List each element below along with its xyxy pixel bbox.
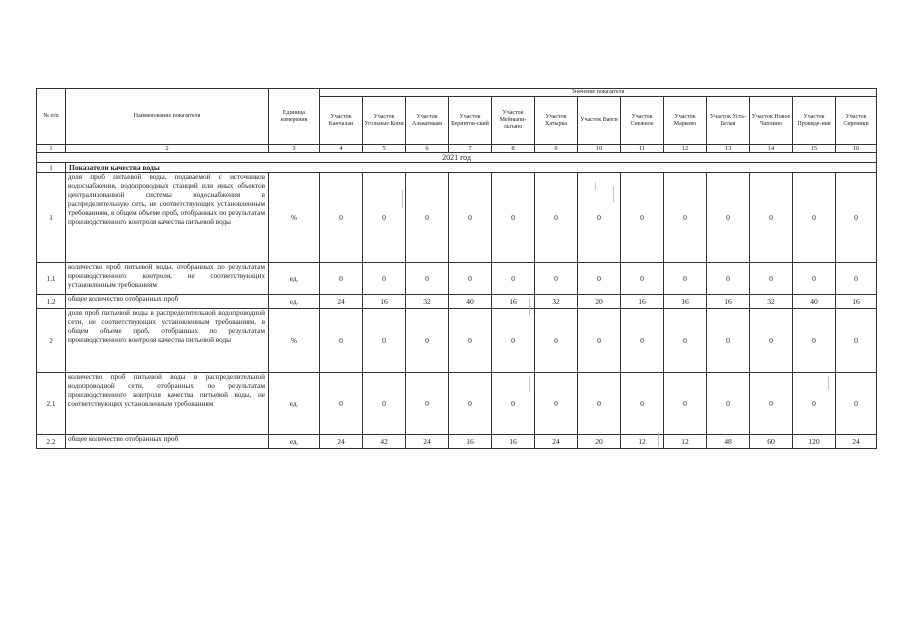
header-site: Участок Провиде-ния	[793, 97, 836, 145]
value-cell: 0	[406, 173, 449, 263]
column-numbers-row	[37, 145, 877, 153]
indicator-name: общее количество отобранных проб	[66, 435, 269, 449]
value-cell: 16	[449, 435, 492, 449]
header-values: Значение показателя	[320, 89, 877, 97]
value-cell: 16	[707, 295, 750, 309]
value-cell: 0	[320, 309, 363, 373]
value-cell: 0	[578, 309, 621, 373]
indicator-name: общее количество отобранных проб	[66, 295, 269, 309]
value-cell: 120	[793, 435, 836, 449]
indicator-name: доля проб питьевой воды, подаваемой с источников водоснабжения, водопроводных станций или иных объектов централизованной системы водоснабжения в распределительную сеть, не соответствующих установленным требованиям, в общем объеме проб, отобранных по результатам производственного контроля качества питьевой воды	[66, 173, 269, 263]
indicator-name: количество проб питьевой воды, отобранных по результатам производственного контроля, не соответствующих установленным требованиям	[66, 263, 269, 295]
value-cell: 0	[750, 263, 793, 295]
value-cell: 0	[793, 373, 836, 435]
value-cell: 0	[492, 309, 535, 373]
value-cell: 60	[750, 435, 793, 449]
column-number: 11	[621, 145, 664, 153]
indicator-name: количество проб питьевой воды в распределительной водопроводной сети, отобранных по результатам производственного контроля качества питьевой воды, не соответствующих установленным требованиям	[66, 373, 269, 435]
header-site: Участок Новое Чаплино	[750, 97, 793, 145]
value-cell: 0	[363, 309, 406, 373]
value-cell: 0	[449, 373, 492, 435]
value-cell: 0	[535, 309, 578, 373]
unit-cell: ед.	[269, 263, 320, 295]
row-number: 1.1	[37, 263, 66, 295]
value-cell: 40	[449, 295, 492, 309]
column-number: 3	[269, 145, 320, 153]
column-number: 10	[578, 145, 621, 153]
value-cell: 0	[750, 309, 793, 373]
value-cell: 0	[836, 373, 877, 435]
column-number: 16	[836, 145, 877, 153]
section-title: Показатели качества воды	[66, 163, 877, 173]
value-cell: 0	[363, 263, 406, 295]
row-number: 2	[37, 309, 66, 373]
value-cell: 0	[320, 173, 363, 263]
row-number: 1.2	[37, 295, 66, 309]
value-cell: 32	[406, 295, 449, 309]
header-site: Участок Мейныпи-льгыно	[492, 97, 535, 145]
header-site: Участок Берингов-ский	[449, 97, 492, 145]
header-no: № п/п	[37, 89, 66, 145]
scan-mark	[529, 376, 530, 392]
value-cell: 0	[535, 373, 578, 435]
value-cell: 16	[621, 295, 664, 309]
value-cell: 0	[707, 309, 750, 373]
value-cell: 0	[578, 263, 621, 295]
table-row	[37, 173, 877, 263]
unit-cell: ед.	[269, 295, 320, 309]
value-cell: 0	[492, 263, 535, 295]
column-number: 12	[664, 145, 707, 153]
header-site: Участок Марково	[664, 97, 707, 145]
header-site: Участок Снежное	[621, 97, 664, 145]
value-cell: 16	[363, 295, 406, 309]
header-site: Участок Алькатваам	[406, 97, 449, 145]
indicator-name: доля проб питьевой воды в распределительной водопроводной сети, не соответствующих установленным требованиям, в общем объеме проб, отобранных по результатам производственного контроля качества питьевой воды	[66, 309, 269, 373]
value-cell: 0	[578, 173, 621, 263]
row-number: 2.2	[37, 435, 66, 449]
value-cell: 16	[492, 295, 535, 309]
column-number: 7	[449, 145, 492, 153]
value-cell: 0	[707, 263, 750, 295]
table-row	[37, 295, 877, 309]
unit-cell: ед.	[269, 435, 320, 449]
scan-mark	[595, 182, 596, 190]
value-cell: 24	[320, 295, 363, 309]
value-cell: 0	[664, 309, 707, 373]
column-number: 4	[320, 145, 363, 153]
header-site: Участок Усть-Белая	[707, 97, 750, 145]
row-number: 1	[37, 173, 66, 263]
table-row	[37, 373, 877, 435]
indicator-table-sheet	[36, 88, 869, 449]
value-cell: 24	[836, 435, 877, 449]
scan-mark	[828, 376, 829, 390]
column-number: 9	[535, 145, 578, 153]
value-cell: 0	[406, 309, 449, 373]
water-quality-table	[36, 88, 877, 449]
value-cell: 32	[535, 295, 578, 309]
section-row	[37, 163, 877, 173]
table-row	[37, 309, 877, 373]
header-row-top	[37, 89, 877, 97]
value-cell: 0	[406, 373, 449, 435]
header-site: Участок Сиреники	[836, 97, 877, 145]
column-number: 15	[793, 145, 836, 153]
column-number: 13	[707, 145, 750, 153]
table-row	[37, 435, 877, 449]
value-cell: 0	[793, 309, 836, 373]
header-name: Наименование показателя	[66, 89, 269, 145]
value-cell: 0	[363, 373, 406, 435]
value-cell: 48	[707, 435, 750, 449]
value-cell: 0	[621, 309, 664, 373]
value-cell: 0	[492, 373, 535, 435]
value-cell: 0	[707, 173, 750, 263]
value-cell: 0	[449, 309, 492, 373]
value-cell: 0	[449, 263, 492, 295]
value-cell: 0	[621, 263, 664, 295]
value-cell: 0	[750, 373, 793, 435]
value-cell: 0	[406, 263, 449, 295]
value-cell: 0	[320, 263, 363, 295]
header-unit: Единица измерения	[269, 89, 320, 145]
value-cell: 0	[535, 263, 578, 295]
section-number: 1	[37, 163, 66, 173]
value-cell: 0	[621, 173, 664, 263]
value-cell: 24	[406, 435, 449, 449]
value-cell: 0	[836, 263, 877, 295]
table-row	[37, 263, 877, 295]
value-cell: 0	[320, 373, 363, 435]
column-number: 1	[37, 145, 66, 153]
unit-cell: ед.	[269, 373, 320, 435]
scan-mark	[402, 190, 403, 208]
value-cell: 24	[535, 435, 578, 449]
value-cell: 0	[793, 173, 836, 263]
column-number: 2	[66, 145, 269, 153]
year-label: 2021 год	[37, 153, 877, 163]
scan-mark	[613, 186, 614, 202]
value-cell: 32	[750, 295, 793, 309]
column-number: 5	[363, 145, 406, 153]
header-site: Участок Ваеги	[578, 97, 621, 145]
value-cell: 40	[793, 295, 836, 309]
value-cell: 12	[664, 435, 707, 449]
value-cell: 0	[449, 173, 492, 263]
value-cell: 16	[836, 295, 877, 309]
value-cell: 0	[707, 373, 750, 435]
value-cell: 0	[492, 173, 535, 263]
value-cell: 16	[664, 295, 707, 309]
value-cell: 0	[578, 373, 621, 435]
value-cell: 0	[664, 263, 707, 295]
value-cell: 0	[363, 173, 406, 263]
header-site: Участок Канчалан	[320, 97, 363, 145]
value-cell: 16	[492, 435, 535, 449]
value-cell: 12	[621, 435, 664, 449]
value-cell: 0	[621, 373, 664, 435]
value-cell: 24	[320, 435, 363, 449]
value-cell: 0	[664, 173, 707, 263]
column-number: 14	[750, 145, 793, 153]
value-cell: 0	[793, 263, 836, 295]
row-number: 2.1	[37, 373, 66, 435]
value-cell: 0	[836, 309, 877, 373]
value-cell: 20	[578, 295, 621, 309]
column-number: 8	[492, 145, 535, 153]
header-site: Участок Угольные Копи	[363, 97, 406, 145]
value-cell: 42	[363, 435, 406, 449]
value-cell: 0	[750, 173, 793, 263]
header-site: Участок Хатырка	[535, 97, 578, 145]
scan-mark	[658, 432, 659, 446]
unit-cell: %	[269, 309, 320, 373]
value-cell: 0	[664, 373, 707, 435]
value-cell: 20	[578, 435, 621, 449]
unit-cell: %	[269, 173, 320, 263]
year-row	[37, 153, 877, 163]
value-cell: 0	[836, 173, 877, 263]
column-number: 6	[406, 145, 449, 153]
scan-mark	[529, 298, 530, 316]
value-cell: 0	[535, 173, 578, 263]
